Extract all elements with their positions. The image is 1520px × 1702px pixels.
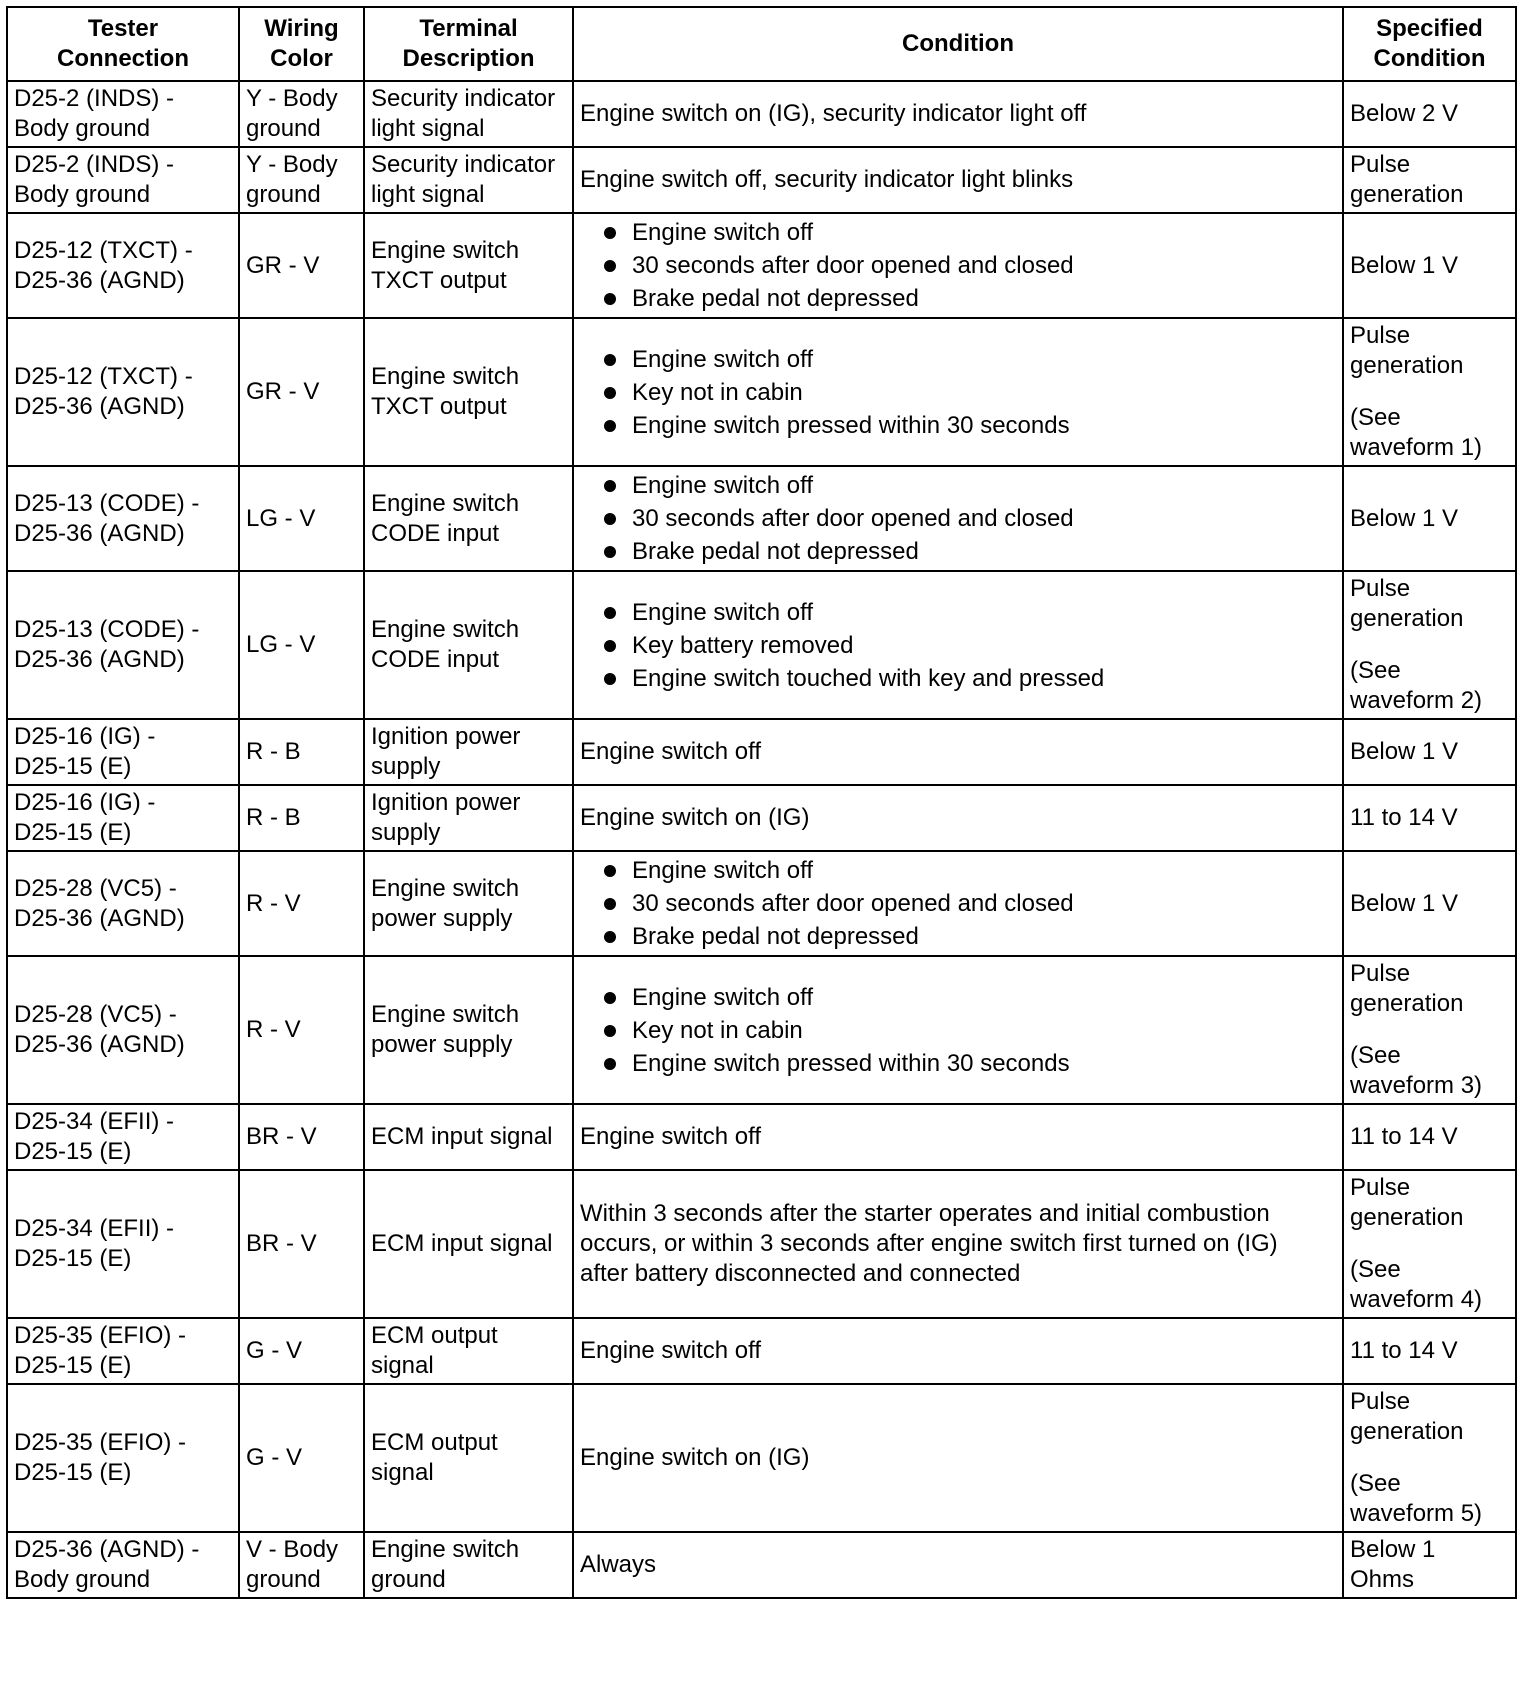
cell-text: after battery disconnected and connected bbox=[580, 1260, 1021, 1287]
cell-text: Engine switch bbox=[371, 236, 520, 264]
cell-text: D25-15 (E) bbox=[14, 1459, 132, 1486]
table-row bbox=[7, 318, 1516, 466]
condition-bullet-item: Engine switch off bbox=[580, 469, 1336, 502]
table-row bbox=[7, 81, 1516, 147]
cell-text: occurs, or within 3 seconds after engine switch first turned on (IG) bbox=[580, 1230, 1278, 1257]
cell-text: Engine switch on (IG) bbox=[580, 804, 810, 831]
cell-text: Below 2 V bbox=[1350, 100, 1459, 127]
cell-text: Body ground bbox=[14, 181, 151, 208]
spacer bbox=[1350, 381, 1509, 403]
condition-cell bbox=[573, 719, 1343, 785]
spacer bbox=[1350, 1233, 1509, 1255]
condition-bullet-item: Engine switch pressed within 30 seconds bbox=[580, 1047, 1336, 1080]
cell-text: light signal bbox=[371, 181, 485, 208]
tester-connection-cell bbox=[7, 571, 239, 719]
table-row bbox=[7, 147, 1516, 213]
cell-text: Engine switch bbox=[371, 489, 520, 517]
cell-text: generation bbox=[1350, 352, 1464, 379]
condition-cell bbox=[573, 81, 1343, 147]
header-label: Specified bbox=[1376, 15, 1483, 42]
header-label: Color bbox=[270, 45, 333, 72]
cell-text: light signal bbox=[371, 115, 485, 142]
table-row bbox=[7, 1104, 1516, 1170]
terminal-description-cell bbox=[364, 851, 573, 956]
condition-cell bbox=[573, 318, 1343, 466]
cell-text: Engine switch off, security indicator light blinks bbox=[580, 166, 1074, 193]
cell-text: Pulse bbox=[1350, 151, 1411, 178]
specified-condition-cell bbox=[1343, 1384, 1516, 1532]
terminal-description-cell bbox=[364, 147, 573, 213]
cell-text: Y - Body bbox=[246, 85, 338, 112]
spacer bbox=[1350, 634, 1509, 656]
wiring-color-cell bbox=[239, 719, 364, 785]
tester-connection-cell bbox=[7, 785, 239, 851]
header-label: Wiring bbox=[264, 15, 339, 42]
wiring-color-cell bbox=[239, 1384, 364, 1532]
terminal-description-cell bbox=[364, 719, 573, 785]
table-row bbox=[7, 1318, 1516, 1384]
header-condition bbox=[573, 7, 1343, 81]
cell-text: Always bbox=[580, 1551, 657, 1578]
table-row bbox=[7, 785, 1516, 851]
cell-text: ECM input signal bbox=[371, 1230, 553, 1257]
cell-text: D25-35 (EFIO) - bbox=[14, 1322, 187, 1349]
cell-text: ground bbox=[246, 1566, 321, 1593]
cell-text: CODE input bbox=[371, 646, 500, 673]
cell-text: Body ground bbox=[14, 115, 151, 142]
cell-text: (See bbox=[1350, 1042, 1401, 1069]
header-label: Terminal bbox=[419, 15, 518, 42]
cell-text: Pulse bbox=[1350, 1174, 1411, 1201]
specified-condition-cell bbox=[1343, 785, 1516, 851]
wiring-color-cell bbox=[239, 466, 364, 571]
wiring-color-cell bbox=[239, 81, 364, 147]
terminal-description-cell bbox=[364, 956, 573, 1104]
cell-text: CODE input bbox=[371, 519, 500, 547]
wiring-color-cell bbox=[239, 571, 364, 719]
condition-bullet-item: 30 seconds after door opened and closed bbox=[580, 249, 1336, 282]
specified-condition-cell bbox=[1343, 719, 1516, 785]
condition-bullet-list bbox=[580, 469, 1336, 568]
cell-text: Ignition power bbox=[371, 789, 521, 816]
condition-cell bbox=[573, 1532, 1343, 1598]
specified-condition-cell bbox=[1343, 466, 1516, 571]
cell-text: waveform 4) bbox=[1350, 1286, 1483, 1313]
header-label: Tester bbox=[87, 15, 159, 42]
terminal-description-cell bbox=[364, 318, 573, 466]
cell-text: D25-2 (INDS) - bbox=[14, 151, 175, 178]
cell-text: Below 1 V bbox=[1350, 889, 1459, 917]
cell-text: G - V bbox=[246, 1337, 303, 1364]
cell-text: D25-28 (VC5) - bbox=[14, 874, 177, 902]
cell-text: (See bbox=[1350, 1256, 1401, 1283]
header-label: Description bbox=[402, 45, 535, 72]
table-row bbox=[7, 466, 1516, 571]
cell-text: waveform 1) bbox=[1350, 434, 1483, 461]
cell-text: Engine switch bbox=[371, 616, 520, 643]
condition-bullet-item: Engine switch off bbox=[580, 854, 1336, 887]
specified-condition-cell bbox=[1343, 147, 1516, 213]
cell-text: D25-36 (AGND) bbox=[14, 266, 185, 294]
tester-connection-cell bbox=[7, 81, 239, 147]
cell-text: D25-15 (E) bbox=[14, 1245, 132, 1272]
cell-text: ground bbox=[371, 1566, 446, 1593]
terminal-description-cell bbox=[364, 1170, 573, 1318]
specified-condition-cell bbox=[1343, 571, 1516, 719]
wiring-color-cell bbox=[239, 785, 364, 851]
cell-text: BR - V bbox=[246, 1230, 317, 1257]
cell-text: generation bbox=[1350, 605, 1464, 632]
condition-bullet-item: 30 seconds after door opened and closed bbox=[580, 502, 1336, 535]
terminal-description-cell bbox=[364, 1318, 573, 1384]
cell-text: Pulse bbox=[1350, 575, 1411, 602]
cell-text: waveform 5) bbox=[1350, 1500, 1483, 1527]
cell-text: ECM output bbox=[371, 1322, 498, 1349]
tester-connection-cell bbox=[7, 1384, 239, 1532]
condition-bullet-item: Engine switch off bbox=[580, 216, 1336, 249]
wiring-color-cell bbox=[239, 1318, 364, 1384]
condition-cell bbox=[573, 785, 1343, 851]
cell-text: signal bbox=[371, 1459, 434, 1486]
cell-text: supply bbox=[371, 753, 441, 780]
terminal-table-container bbox=[6, 6, 1515, 1599]
condition-bullet-item: Brake pedal not depressed bbox=[580, 282, 1336, 315]
specified-condition-cell bbox=[1343, 1170, 1516, 1318]
cell-text: (See bbox=[1350, 1470, 1401, 1497]
cell-text: Pulse bbox=[1350, 960, 1411, 987]
tester-connection-cell bbox=[7, 719, 239, 785]
table-row bbox=[7, 571, 1516, 719]
cell-text: waveform 3) bbox=[1350, 1072, 1483, 1099]
header-label: Condition bbox=[1373, 45, 1486, 72]
table-row bbox=[7, 1384, 1516, 1532]
table-row bbox=[7, 851, 1516, 956]
tester-connection-cell bbox=[7, 466, 239, 571]
cell-text: generation bbox=[1350, 181, 1464, 208]
specified-condition-cell bbox=[1343, 1318, 1516, 1384]
cell-text: G - V bbox=[246, 1444, 303, 1471]
cell-text: GR - V bbox=[246, 251, 320, 279]
cell-text: 11 to 14 V bbox=[1350, 1337, 1458, 1364]
tester-connection-cell bbox=[7, 147, 239, 213]
cell-text: D25-16 (IG) - bbox=[14, 789, 156, 816]
cell-text: D25-36 (AGND) bbox=[14, 904, 185, 932]
header-terminal-description bbox=[364, 7, 573, 81]
cell-text: generation bbox=[1350, 1418, 1464, 1445]
condition-cell bbox=[573, 1318, 1343, 1384]
cell-text: Engine switch off bbox=[580, 1337, 761, 1364]
specified-condition-cell bbox=[1343, 1532, 1516, 1598]
table-body bbox=[7, 81, 1516, 1598]
spacer bbox=[1350, 1447, 1509, 1469]
terminal-description-cell bbox=[364, 213, 573, 318]
cell-text: Pulse bbox=[1350, 1388, 1411, 1415]
condition-bullet-item: Brake pedal not depressed bbox=[580, 535, 1336, 568]
cell-text: Y - Body bbox=[246, 151, 338, 178]
cell-text: R - V bbox=[246, 1016, 301, 1043]
condition-bullet-item: Key not in cabin bbox=[580, 1014, 1336, 1047]
cell-text: D25-12 (TXCT) - bbox=[14, 363, 193, 390]
cell-text: 11 to 14 V bbox=[1350, 1123, 1458, 1150]
cell-text: (See bbox=[1350, 404, 1401, 431]
table-row bbox=[7, 1170, 1516, 1318]
terminal-description-cell bbox=[364, 571, 573, 719]
cell-text: generation bbox=[1350, 1204, 1464, 1231]
condition-cell bbox=[573, 213, 1343, 318]
wiring-color-cell bbox=[239, 213, 364, 318]
cell-text: R - B bbox=[246, 804, 301, 831]
cell-text: Body ground bbox=[14, 1566, 151, 1593]
cell-text: Ignition power bbox=[371, 723, 521, 750]
cell-text: D25-36 (AGND) bbox=[14, 393, 185, 420]
condition-cell bbox=[573, 466, 1343, 571]
cell-text: LG - V bbox=[246, 504, 316, 532]
terminal-description-cell bbox=[364, 1532, 573, 1598]
cell-text: Engine switch bbox=[371, 363, 520, 390]
cell-text: supply bbox=[371, 819, 441, 846]
terminal-description-cell bbox=[364, 1384, 573, 1532]
specified-condition-cell bbox=[1343, 851, 1516, 956]
header-label: Connection bbox=[57, 45, 189, 72]
table-row bbox=[7, 956, 1516, 1104]
cell-text: D25-15 (E) bbox=[14, 819, 132, 846]
cell-text: LG - V bbox=[246, 631, 316, 658]
wiring-color-cell bbox=[239, 1170, 364, 1318]
table-row bbox=[7, 1532, 1516, 1598]
condition-cell bbox=[573, 1384, 1343, 1532]
table-row bbox=[7, 719, 1516, 785]
tester-connection-cell bbox=[7, 1318, 239, 1384]
cell-text: D25-15 (E) bbox=[14, 1352, 132, 1379]
cell-text: ECM output bbox=[371, 1429, 498, 1456]
cell-text: D25-35 (EFIO) - bbox=[14, 1429, 187, 1456]
cell-text: D25-28 (VC5) - bbox=[14, 1001, 177, 1028]
cell-text: R - V bbox=[246, 889, 301, 917]
condition-bullet-list bbox=[580, 216, 1336, 315]
cell-text: D25-36 (AGND) bbox=[14, 519, 185, 547]
terminal-description-cell bbox=[364, 466, 573, 571]
wiring-color-cell bbox=[239, 318, 364, 466]
cell-text: power supply bbox=[371, 1031, 513, 1058]
cell-text: D25-13 (CODE) - bbox=[14, 616, 200, 643]
condition-bullet-item: Engine switch pressed within 30 seconds bbox=[580, 409, 1336, 442]
terminal-description-cell bbox=[364, 785, 573, 851]
condition-cell bbox=[573, 147, 1343, 213]
terminal-inspection-table bbox=[6, 6, 1517, 1599]
cell-text: Engine switch off bbox=[580, 738, 761, 765]
cell-text: Engine switch bbox=[371, 1001, 520, 1028]
cell-text: Engine switch bbox=[371, 874, 520, 902]
terminal-description-cell bbox=[364, 1104, 573, 1170]
specified-condition-cell bbox=[1343, 81, 1516, 147]
cell-text: generation bbox=[1350, 990, 1464, 1017]
header-label: Condition bbox=[902, 30, 1014, 57]
cell-text: TXCT output bbox=[371, 393, 507, 420]
condition-bullet-list bbox=[580, 854, 1336, 953]
tester-connection-cell bbox=[7, 213, 239, 318]
condition-bullet-item: Brake pedal not depressed bbox=[580, 920, 1336, 953]
cell-text: Below 1 V bbox=[1350, 504, 1459, 532]
cell-text: D25-34 (EFII) - bbox=[14, 1215, 175, 1242]
condition-bullet-list bbox=[580, 981, 1336, 1080]
cell-text: D25-36 (AGND) bbox=[14, 1031, 185, 1058]
tester-connection-cell bbox=[7, 956, 239, 1104]
spacer bbox=[1350, 1019, 1509, 1041]
cell-text: ground bbox=[246, 181, 321, 208]
cell-text: ECM input signal bbox=[371, 1123, 553, 1150]
cell-text: D25-16 (IG) - bbox=[14, 723, 156, 750]
header-wiring-color bbox=[239, 7, 364, 81]
header-specified-condition bbox=[1343, 7, 1516, 81]
cell-text: Engine switch on (IG) bbox=[580, 1444, 810, 1471]
condition-cell bbox=[573, 571, 1343, 719]
cell-text: Below 1 V bbox=[1350, 251, 1459, 279]
cell-text: D25-13 (CODE) - bbox=[14, 489, 200, 517]
condition-cell bbox=[573, 1170, 1343, 1318]
tester-connection-cell bbox=[7, 1170, 239, 1318]
condition-cell bbox=[573, 851, 1343, 956]
cell-text: D25-36 (AGND) - bbox=[14, 1536, 200, 1563]
cell-text: ground bbox=[246, 115, 321, 142]
condition-bullet-item: Engine switch touched with key and pressed bbox=[580, 662, 1336, 695]
wiring-color-cell bbox=[239, 1532, 364, 1598]
cell-text: Below 1 V bbox=[1350, 738, 1459, 765]
cell-text: Engine switch on (IG), security indicator light off bbox=[580, 100, 1087, 127]
condition-bullet-list bbox=[580, 343, 1336, 442]
wiring-color-cell bbox=[239, 956, 364, 1104]
condition-bullet-item: Engine switch off bbox=[580, 981, 1336, 1014]
cell-text: Pulse bbox=[1350, 322, 1411, 349]
tester-connection-cell bbox=[7, 851, 239, 956]
cell-text: Security indicator bbox=[371, 85, 556, 112]
cell-text: D25-12 (TXCT) - bbox=[14, 236, 193, 264]
condition-bullet-item: Key not in cabin bbox=[580, 376, 1336, 409]
terminal-description-cell bbox=[364, 81, 573, 147]
cell-text: BR - V bbox=[246, 1123, 317, 1150]
specified-condition-cell bbox=[1343, 1104, 1516, 1170]
cell-text: signal bbox=[371, 1352, 434, 1379]
cell-text: power supply bbox=[371, 904, 513, 932]
cell-text: D25-2 (INDS) - bbox=[14, 85, 175, 112]
cell-text: Engine switch bbox=[371, 1536, 520, 1563]
cell-text: Engine switch off bbox=[580, 1123, 761, 1150]
wiring-color-cell bbox=[239, 147, 364, 213]
cell-text: D25-15 (E) bbox=[14, 753, 132, 780]
cell-text: (See bbox=[1350, 657, 1401, 684]
tester-connection-cell bbox=[7, 318, 239, 466]
condition-bullet-item: Key battery removed bbox=[580, 629, 1336, 662]
cell-text: V - Body bbox=[246, 1536, 339, 1563]
specified-condition-cell bbox=[1343, 318, 1516, 466]
tester-connection-cell bbox=[7, 1532, 239, 1598]
cell-text: Below 1 bbox=[1350, 1536, 1436, 1563]
condition-cell bbox=[573, 1104, 1343, 1170]
cell-text: D25-15 (E) bbox=[14, 1138, 132, 1165]
cell-text: waveform 2) bbox=[1350, 687, 1483, 714]
cell-text: Within 3 seconds after the starter operates and initial combustion bbox=[580, 1200, 1270, 1227]
cell-text: TXCT output bbox=[371, 266, 507, 294]
cell-text: R - B bbox=[246, 738, 301, 765]
condition-cell bbox=[573, 956, 1343, 1104]
header-row bbox=[7, 7, 1516, 81]
condition-bullet-item: 30 seconds after door opened and closed bbox=[580, 887, 1336, 920]
specified-condition-cell bbox=[1343, 956, 1516, 1104]
table-row bbox=[7, 213, 1516, 318]
tester-connection-cell bbox=[7, 1104, 239, 1170]
condition-bullet-item: Engine switch off bbox=[580, 596, 1336, 629]
condition-bullet-list bbox=[580, 596, 1336, 695]
cell-text: Ohms bbox=[1350, 1566, 1415, 1593]
condition-bullet-item: Engine switch off bbox=[580, 343, 1336, 376]
cell-text: D25-34 (EFII) - bbox=[14, 1108, 175, 1135]
wiring-color-cell bbox=[239, 851, 364, 956]
wiring-color-cell bbox=[239, 1104, 364, 1170]
cell-text: D25-36 (AGND) bbox=[14, 646, 185, 673]
specified-condition-cell bbox=[1343, 213, 1516, 318]
header-tester-connection bbox=[7, 7, 239, 81]
cell-text: 11 to 14 V bbox=[1350, 804, 1458, 831]
cell-text: Security indicator bbox=[371, 151, 556, 178]
cell-text: GR - V bbox=[246, 378, 320, 405]
